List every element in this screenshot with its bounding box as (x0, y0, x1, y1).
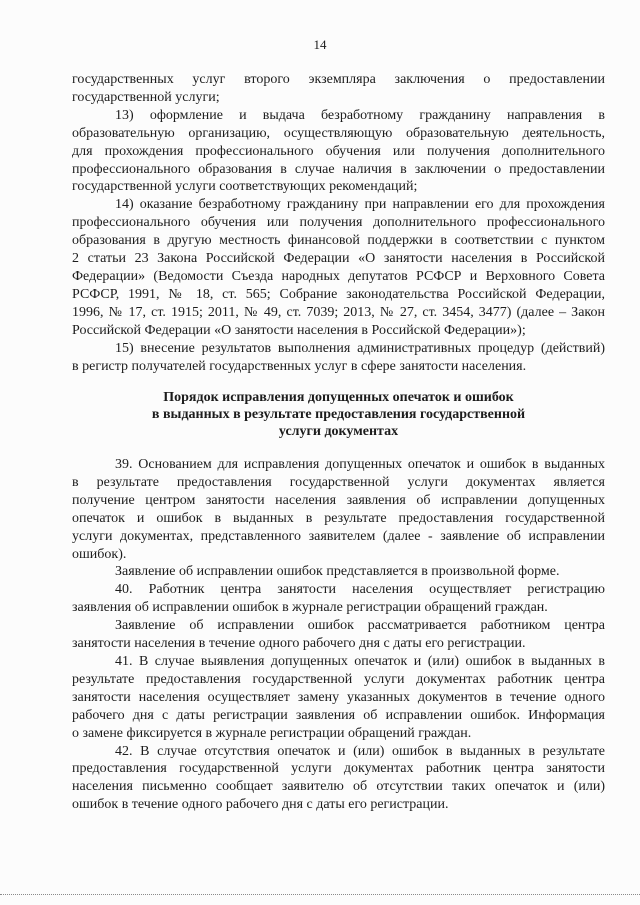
text-line: 14) оказание безработному гражданину при направлении его для прохождения (115, 197, 605, 213)
paragraph-41 (72, 653, 605, 743)
section-body (72, 456, 605, 814)
list-continuation (72, 71, 605, 375)
text-line: в результате предоставления государственной услуги документах является (72, 474, 605, 490)
item-15 (72, 340, 605, 376)
text-line: Заявление об исправлении ошибок представляется в произвольной форме. (115, 564, 560, 580)
text-line: Заявление об исправлении ошибок рассматривается работником центра (115, 618, 605, 634)
text-line: занятости населения осуществляет замену указанных документов в течение одного (72, 689, 605, 705)
text-line: государственной услуги; (72, 89, 220, 105)
text-line: РСФСР, 1991, № 18, ст. 565; Собрание законодательства Российской Федерации, (72, 286, 605, 302)
section-heading (72, 389, 605, 440)
text-line: 2 статьи 23 Закона Российской Федерации «О занятости населения в Российской (72, 251, 605, 267)
paragraph-42 (72, 743, 605, 815)
text-line: услуги документах, представленного заявителем (далее - заявление об исправлении (72, 528, 605, 544)
text-line: Федерации» (Ведомости Съезда народных депутатов РСФСР и Верховного Совета (72, 268, 605, 284)
text-line: результате предоставления государственной услуги документах работник центра (72, 671, 605, 687)
text-line: 13) оформление и выдача безработному гражданину направления в (115, 107, 605, 123)
item-14 (72, 196, 605, 339)
item-13 (72, 107, 605, 197)
text-line: ошибок в течение одного рабочего дня с даты его регистрации. (72, 797, 449, 813)
text-line: профессионального обучения или получения дополнительного профессионального (72, 215, 605, 231)
text-line: 39. Основанием для исправления допущенных опечаток и ошибок в выданных (115, 457, 605, 472)
text-line: 1996, № 17, ст. 1915; 2011, № 49, ст. 7039; 2013, № 27, ст. 3454, 3477) (далее – Закон (72, 304, 605, 320)
text-line: образовательную организацию, осуществляющую образовательную деятельность, (72, 125, 605, 141)
heading-line: Порядок исправления допущенных опечаток и ошибок (163, 390, 514, 405)
text-line: населения письменно сообщает заявителю об отсутствии таких опечаток и (или) (72, 779, 605, 795)
paragraph-39-note (72, 563, 605, 581)
text-line: занятости населения в течение одного рабочего дня с даты его регистрации. (72, 636, 526, 652)
text-line: 41. В случае выявления допущенных опечаток и (или) ошибок в выданных в (115, 653, 605, 669)
text-line: опечаток и ошибок в выданных в результате предоставления государственной (72, 510, 605, 526)
text-line: о замене фиксируется в журнале регистрации обращений граждан. (72, 725, 472, 741)
paragraph-40-note (72, 617, 605, 653)
paragraph-39 (72, 456, 605, 563)
text-line: 40. Работник центра занятости населения осуществляет регистрацию (115, 582, 605, 598)
text-line: ошибок). (72, 546, 127, 562)
text-line: получение центром занятости населения заявления об исправлении допущенных (72, 492, 605, 508)
text-line: заявления об исправлении ошибок в журнале регистрации обращений граждан. (72, 600, 548, 616)
text-line: в регистр получателей государственных услуг в сфере занятости населения. (72, 358, 527, 374)
scan-edge-line (0, 894, 640, 895)
heading-line: в выданных в результате предоставления государственной (151, 407, 526, 422)
text-line: для прохождения профессионального обучения или получения дополнительного (72, 143, 605, 159)
heading-line: услуги документах (278, 424, 399, 439)
text-line: профессионального образования в случае наличия в заключении о предоставлении (72, 161, 605, 177)
page-number: 14 (313, 37, 327, 52)
text-line: 42. В случае отсутствия опечаток и (или) ошибок в выданных в результате (115, 743, 605, 759)
text-line: образования в другую местность финансовой поддержки в соответствии с пунктом (72, 233, 605, 249)
paragraph-40 (72, 581, 605, 617)
text-line: рабочего дня с даты регистрации заявления об исправлении ошибок. Информация (72, 707, 605, 723)
text-line: Российской Федерации «О занятости населения в Российской Федерации»); (72, 322, 526, 338)
text-line: предоставления государственной услуги документах работник центра занятости (72, 761, 605, 777)
text-line: 15) внесение результатов выполнения административных процедур (действий) (115, 340, 605, 356)
text-line: государственной услуги соответствующих рекомендаций; (72, 179, 418, 195)
text-line: государственных услуг второго экземпляра заключения о предоставлении (72, 72, 605, 87)
continuation-paragraph (72, 71, 605, 107)
